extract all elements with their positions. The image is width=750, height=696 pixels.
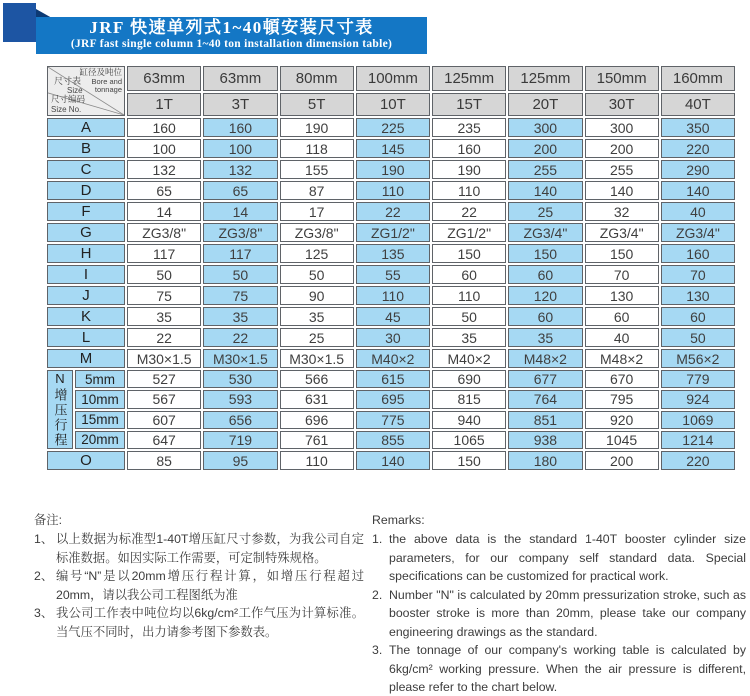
row-label: B (47, 139, 125, 158)
table-cell: 180 (508, 451, 582, 470)
bore-header-row (47, 66, 735, 91)
table-row (47, 431, 735, 449)
table-cell: 90 (280, 286, 354, 305)
table-cell: 200 (508, 139, 582, 158)
tonnage-header: 1T (127, 93, 201, 116)
table-cell: 35 (203, 307, 277, 326)
table-cell: 567 (127, 390, 201, 408)
table-cell: 132 (127, 160, 201, 179)
table-cell: 32 (585, 202, 659, 221)
table-cell: 70 (585, 265, 659, 284)
table-cell: 40 (585, 328, 659, 347)
row-group-label-n (47, 370, 73, 449)
table-cell: 677 (508, 370, 582, 388)
table-cell: 70 (661, 265, 735, 284)
table-cell: 764 (508, 390, 582, 408)
table-row (47, 181, 735, 200)
table-cell: 100 (127, 139, 201, 158)
table-cell: 132 (203, 160, 277, 179)
table-cell: 22 (203, 328, 277, 347)
table-row (47, 223, 735, 242)
table-cell: ZG3/8" (203, 223, 277, 242)
table-cell: 160 (661, 244, 735, 263)
item-number: 1、 (34, 532, 54, 547)
tonnage-header: 20T (508, 93, 582, 116)
table-row (47, 411, 735, 429)
table-corner-cell (47, 66, 125, 116)
row-label: G (47, 223, 125, 242)
corner-bore-tonnage-label: 缸径及吨位 Bore and tonnage (79, 67, 122, 95)
table-cell: M30×1.5 (203, 349, 277, 368)
item-text: 我公司工作表中吨位均以6kg/cm²工作气压为计算标准。当气压不同时，出力请参考图下参数表。 (56, 606, 364, 639)
tonnage-header: 15T (432, 93, 506, 116)
table-cell: M56×2 (661, 349, 735, 368)
table-cell: 160 (432, 139, 506, 158)
row-sublabel: 5mm (75, 370, 125, 388)
table-cell: 150 (508, 244, 582, 263)
dimension-table (45, 64, 737, 472)
table-cell: 670 (585, 370, 659, 388)
table-cell: 851 (508, 411, 582, 429)
tonnage-header: 10T (356, 93, 430, 116)
table-cell: 300 (585, 118, 659, 137)
table-cell: 140 (661, 181, 735, 200)
table-cell: 815 (432, 390, 506, 408)
table-cell: 118 (280, 139, 354, 158)
item-text: 以上数据为标准型1-40T增压缸尺寸参数，为我公司自定标准数据。如因实际工作需要，可定制特殊规格。 (56, 532, 364, 565)
table-cell: 150 (432, 244, 506, 263)
table-row (47, 349, 735, 368)
table-cell: 35 (508, 328, 582, 347)
table-cell: 40 (661, 202, 735, 221)
table-cell: ZG3/8" (280, 223, 354, 242)
remarks-english (372, 511, 746, 696)
table-cell: 656 (203, 411, 277, 429)
table-row (47, 370, 735, 388)
table-cell: ZG1/2" (432, 223, 506, 242)
table-cell: 593 (203, 390, 277, 408)
table-cell: 566 (280, 370, 354, 388)
table-cell: 225 (356, 118, 430, 137)
item-number: 2. (372, 587, 383, 602)
table-cell: 130 (585, 286, 659, 305)
remarks-en-heading: Remarks: (372, 513, 425, 527)
table-cell: 60 (661, 307, 735, 326)
page-subtitle: (JRF fast single column 1~40 ton installation dimension table) (70, 37, 393, 50)
table-cell: 50 (127, 265, 201, 284)
item-number: 1. (372, 532, 383, 547)
remarks-chinese (34, 511, 364, 641)
table-cell: 60 (508, 307, 582, 326)
table-cell: ZG3/4" (508, 223, 582, 242)
table-cell: 160 (127, 118, 201, 137)
table-cell: 1214 (661, 431, 735, 449)
tonnage-header-row (47, 93, 735, 116)
table-cell: M30×1.5 (127, 349, 201, 368)
table-cell: 35 (127, 307, 201, 326)
table-row (47, 265, 735, 284)
vertical-label: N增压行程 (52, 371, 68, 448)
table-cell: 255 (585, 160, 659, 179)
table-cell: ZG3/4" (585, 223, 659, 242)
table-cell: 117 (203, 244, 277, 263)
table-cell: 110 (280, 451, 354, 470)
table-row (47, 118, 735, 137)
table-cell: 25 (280, 328, 354, 347)
table-cell: 22 (356, 202, 430, 221)
table-cell: ZG3/4" (661, 223, 735, 242)
table-cell: 150 (432, 451, 506, 470)
item-number: 3、 (34, 606, 54, 621)
table-cell: 14 (127, 202, 201, 221)
table-cell: 924 (661, 390, 735, 408)
item-number: 2、 (34, 569, 54, 584)
table-row (47, 328, 735, 347)
row-sublabel: 15mm (75, 411, 125, 429)
table-cell: 150 (585, 244, 659, 263)
table-cell: 350 (661, 118, 735, 137)
page-title: JRF 快速单列式1~40頓安装尺寸表 (89, 18, 374, 38)
table-cell: 45 (356, 307, 430, 326)
tonnage-header: 40T (661, 93, 735, 116)
table-cell: 60 (508, 265, 582, 284)
table-cell: 1065 (432, 431, 506, 449)
table-cell: 60 (432, 265, 506, 284)
table-cell: 85 (127, 451, 201, 470)
item-text: The tonnage of our company's working table is calculated by 6kg/cm² working pressure. When the air pressure is different, please refer to the chart below. (389, 643, 746, 694)
remarks-cn-item (34, 604, 364, 641)
table-cell: 14 (203, 202, 277, 221)
title-banner (36, 17, 427, 54)
table-cell: 50 (661, 328, 735, 347)
table-cell: 140 (508, 181, 582, 200)
table-cell: 35 (432, 328, 506, 347)
table-cell: 530 (203, 370, 277, 388)
remarks-cn-item (34, 530, 364, 567)
table-cell: 761 (280, 431, 354, 449)
bore-header: 150mm (585, 66, 659, 91)
table-cell: M40×2 (356, 349, 430, 368)
table-cell: 95 (203, 451, 277, 470)
table-cell: 795 (585, 390, 659, 408)
table-cell: ZG1/2" (356, 223, 430, 242)
tonnage-header: 30T (585, 93, 659, 116)
table-cell: 75 (127, 286, 201, 305)
table-cell: 200 (585, 451, 659, 470)
table-cell: 22 (127, 328, 201, 347)
table-cell: 55 (356, 265, 430, 284)
table-cell: 695 (356, 390, 430, 408)
table-cell: 120 (508, 286, 582, 305)
tonnage-header: 5T (280, 93, 354, 116)
table-cell: 35 (280, 307, 354, 326)
table-cell: 607 (127, 411, 201, 429)
bore-header: 125mm (508, 66, 582, 91)
row-label: L (47, 328, 125, 347)
table-cell: 110 (432, 181, 506, 200)
table-cell: 220 (661, 139, 735, 158)
table-row (47, 244, 735, 263)
item-text: Number "N" is calculated by 20mm pressurization stroke, such as booster stroke is more than 20mm, please take our company engineering drawings as the standard. (389, 587, 746, 639)
row-label: J (47, 286, 125, 305)
table-cell: 17 (280, 202, 354, 221)
remarks-cn-item (34, 567, 364, 604)
remarks-en-item (372, 641, 746, 696)
table-row (47, 390, 735, 408)
row-label: H (47, 244, 125, 263)
table-cell: M48×2 (508, 349, 582, 368)
row-sublabel: 20mm (75, 431, 125, 449)
table-cell: 290 (661, 160, 735, 179)
table-cell: 940 (432, 411, 506, 429)
table-row (47, 286, 735, 305)
table-cell: 200 (585, 139, 659, 158)
table-cell: 140 (585, 181, 659, 200)
table-cell: 110 (432, 286, 506, 305)
table-body (47, 118, 735, 470)
table-cell: 190 (432, 160, 506, 179)
remarks-en-item (372, 530, 746, 585)
table-cell: 135 (356, 244, 430, 263)
item-number: 3. (372, 643, 383, 658)
table-cell: 190 (356, 160, 430, 179)
table-cell: 938 (508, 431, 582, 449)
table-cell: 190 (280, 118, 354, 137)
table-cell: 690 (432, 370, 506, 388)
remarks-cn-heading: 备注: (34, 513, 63, 527)
bore-header: 80mm (280, 66, 354, 91)
table-cell: 775 (356, 411, 430, 429)
table-cell: 527 (127, 370, 201, 388)
logo-square (3, 3, 36, 42)
table-cell: 25 (508, 202, 582, 221)
table-cell: 60 (585, 307, 659, 326)
corner-size-label: 尺寸表 Size (54, 76, 83, 95)
table-cell: 100 (203, 139, 277, 158)
table-cell: 65 (127, 181, 201, 200)
item-text: the above data is the standard 1-40T booster cylinder size parameters, for our company self standard data. Special specifications can be customized for practical work. (389, 532, 746, 584)
row-label: F (47, 202, 125, 221)
table-cell: 1069 (661, 411, 735, 429)
table-cell: 125 (280, 244, 354, 263)
bore-header: 63mm (127, 66, 201, 91)
bore-header: 100mm (356, 66, 430, 91)
table-row (47, 451, 735, 470)
table-cell: 855 (356, 431, 430, 449)
table-row (47, 139, 735, 158)
row-label: C (47, 160, 125, 179)
table-cell: 140 (356, 451, 430, 470)
table-cell: 145 (356, 139, 430, 158)
row-label: M (47, 349, 125, 368)
table-cell: 220 (661, 451, 735, 470)
table-row (47, 307, 735, 326)
row-label: D (47, 181, 125, 200)
row-label: O (47, 451, 125, 470)
tonnage-header: 3T (203, 93, 277, 116)
row-sublabel: 10mm (75, 390, 125, 408)
table-cell: 130 (661, 286, 735, 305)
table-cell: 647 (127, 431, 201, 449)
table-cell: 87 (280, 181, 354, 200)
table-row (47, 202, 735, 221)
table-cell: 255 (508, 160, 582, 179)
item-text: 编号“N”是以20mm增压行程计算，如增压行程超过20mm，请以我公司工程图纸为准 (56, 569, 364, 602)
table-cell: 696 (280, 411, 354, 429)
table-cell: 65 (203, 181, 277, 200)
table-cell: 22 (432, 202, 506, 221)
table-cell: 300 (508, 118, 582, 137)
table-cell: 1045 (585, 431, 659, 449)
table-cell: 110 (356, 286, 430, 305)
table-cell: 160 (203, 118, 277, 137)
table-cell: 50 (432, 307, 506, 326)
table-cell: 75 (203, 286, 277, 305)
table-cell: 920 (585, 411, 659, 429)
row-label: K (47, 307, 125, 326)
table-cell: M48×2 (585, 349, 659, 368)
table-cell: M30×1.5 (280, 349, 354, 368)
bore-header: 125mm (432, 66, 506, 91)
table-cell: 631 (280, 390, 354, 408)
corner-size-no-label: 尺寸编码 Size No. (51, 94, 86, 114)
row-label: A (47, 118, 125, 137)
table-cell: 235 (432, 118, 506, 137)
table-cell: 117 (127, 244, 201, 263)
table-cell: 155 (280, 160, 354, 179)
table-cell: 50 (203, 265, 277, 284)
bore-header: 63mm (203, 66, 277, 91)
row-label: I (47, 265, 125, 284)
table-cell: 110 (356, 181, 430, 200)
table-cell: 30 (356, 328, 430, 347)
table-row (47, 160, 735, 179)
table-cell: 779 (661, 370, 735, 388)
table-cell: 50 (280, 265, 354, 284)
remarks-en-item (372, 586, 746, 641)
bore-header: 160mm (661, 66, 735, 91)
table-cell: 719 (203, 431, 277, 449)
table-cell: M40×2 (432, 349, 506, 368)
table-cell: 615 (356, 370, 430, 388)
table-cell: ZG3/8" (127, 223, 201, 242)
